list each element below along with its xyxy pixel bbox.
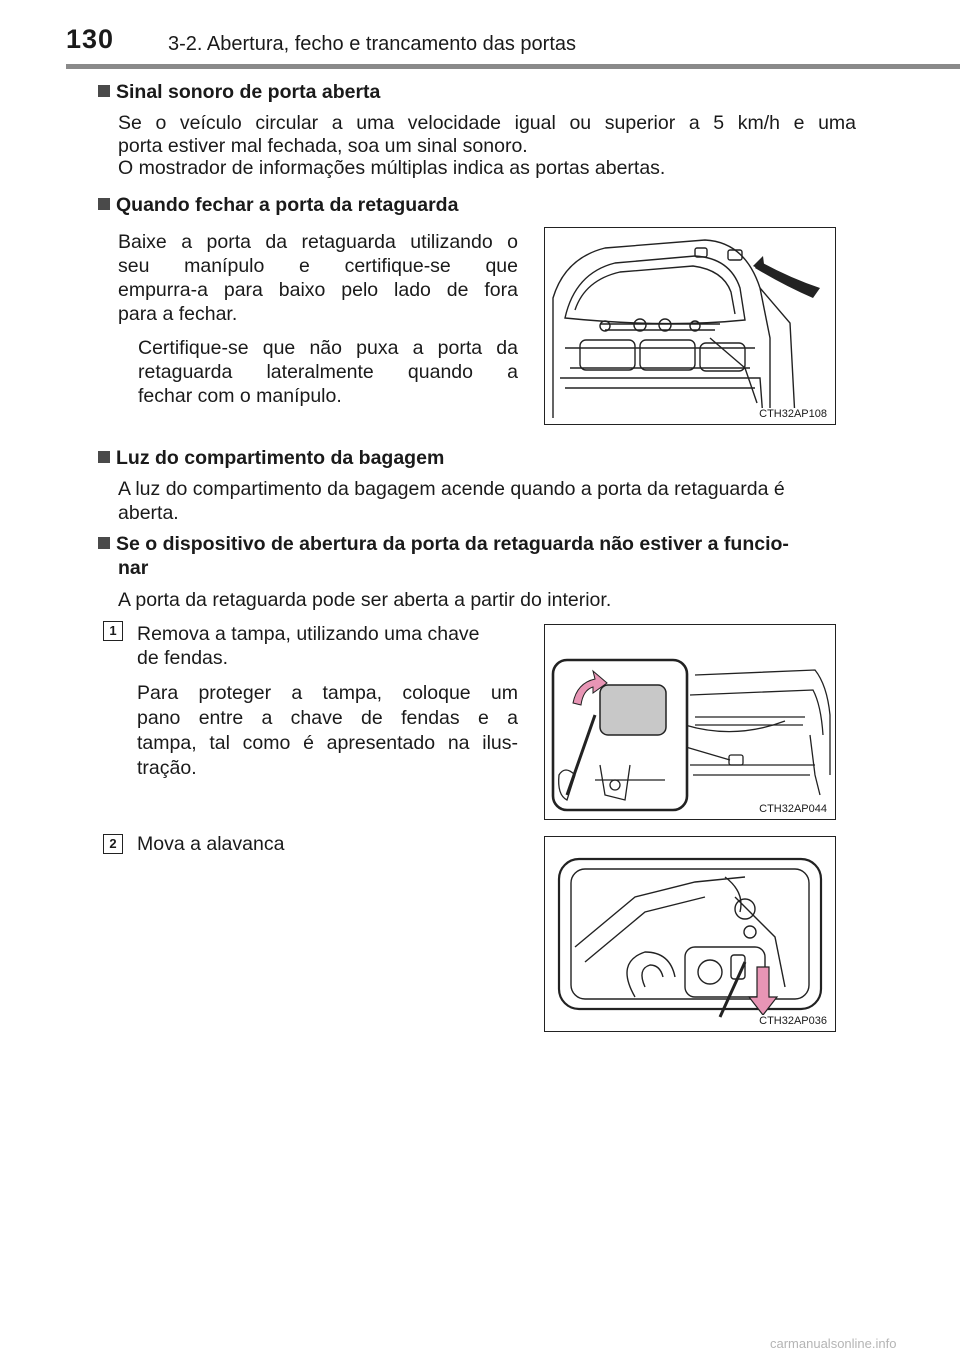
section-heading-luggage-light: Luz do compartimento da bagagem — [98, 446, 868, 470]
bullet-square-icon — [98, 451, 110, 463]
step-number-2: 2 — [103, 834, 123, 854]
figure-remove-cover — [544, 624, 836, 820]
paragraph-line: para a fechar. — [118, 303, 238, 325]
paragraph-line: porta estiver mal fechada, soa um sinal sonoro. — [118, 135, 528, 157]
move-lever-illustration — [545, 837, 835, 1031]
step-line: de fendas. — [137, 647, 229, 669]
paragraph-line: Baixe a porta da retaguarda utilizando o — [118, 231, 518, 253]
figure-code: CTH32AP036 — [759, 1015, 827, 1027]
bullet-square-icon — [98, 537, 110, 549]
step-number-1: 1 — [103, 621, 123, 641]
section-heading-door-buzzer: Sinal sonoro de porta aberta — [98, 80, 868, 104]
note-line: tração. — [137, 757, 197, 779]
bullet-square-icon — [98, 85, 110, 97]
header-rule — [66, 64, 960, 69]
note-line: Certifique-se que não puxa a porta da — [138, 337, 518, 359]
watermark: carmanualsonline.info — [770, 1336, 897, 1351]
note-line: pano entre a chave de fendas e a — [137, 707, 518, 729]
section-heading-back-door: Quando fechar a porta da retaguarda — [98, 193, 868, 217]
step-line: Mova a alavanca — [137, 833, 285, 855]
figure-code: CTH32AP044 — [759, 803, 827, 815]
paragraph-line: aberta. — [118, 502, 179, 524]
note-line: tampa, tal como é apresentado na ilus- — [137, 732, 518, 754]
figure-code: CTH32AP108 — [759, 408, 827, 420]
paragraph-line: Se o veículo circular a uma velocidade igual ou superior a 5 km/h e uma — [118, 112, 856, 134]
bullet-square-icon — [98, 198, 110, 210]
paragraph-line: O mostrador de informações múltiplas indica as portas abertas. — [118, 157, 666, 179]
paragraph-line: seu manípulo e certifique-se que — [118, 255, 518, 277]
step-line: Remova a tampa, utilizando uma chave — [137, 623, 480, 645]
chapter-title: 3-2. Abertura, fecho e trancamento das portas — [168, 33, 577, 55]
figure-closing-back-door — [544, 227, 836, 425]
section-heading-opener-malfunction: Se o dispositivo de abertura da porta da retaguarda não estiver a funcio- nar — [98, 532, 868, 580]
figure-move-lever — [544, 836, 836, 1032]
note-line: fechar com o manípulo. — [138, 385, 342, 407]
paragraph-line: empurra-a para baixo pelo lado de fora — [118, 279, 518, 301]
note-line: retaguarda lateralmente quando a — [138, 361, 518, 383]
paragraph-line: A luz do compartimento da bagagem acende quando a porta da retaguarda é — [118, 478, 785, 500]
remove-cover-illustration — [545, 625, 835, 819]
back-door-illustration — [545, 228, 835, 424]
page-number: 130 — [66, 24, 115, 54]
paragraph-line: A porta da retaguarda pode ser aberta a partir do interior. — [118, 589, 612, 611]
note-line: Para proteger a tampa, coloque um — [137, 682, 518, 704]
